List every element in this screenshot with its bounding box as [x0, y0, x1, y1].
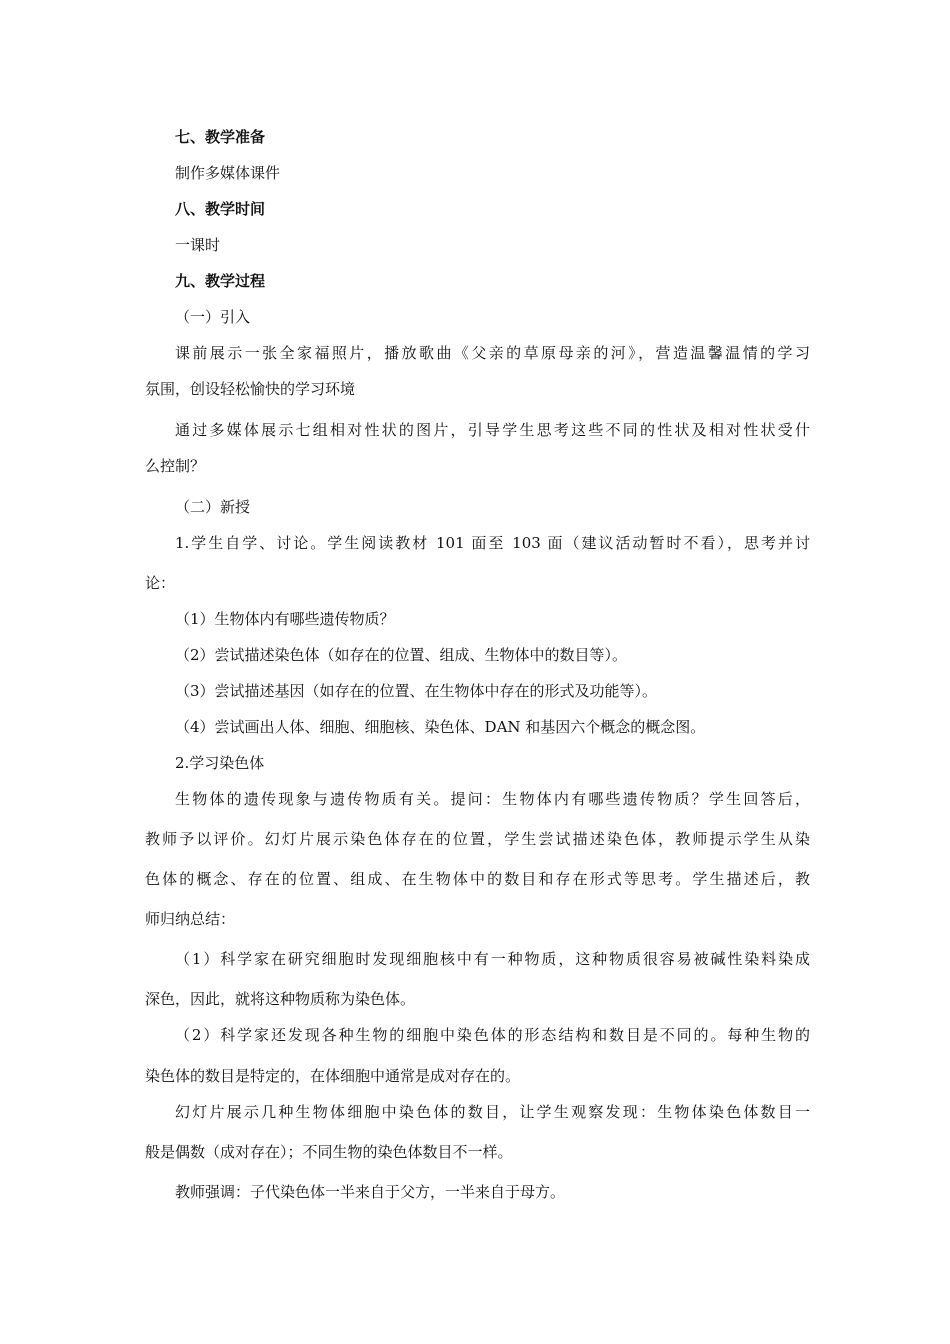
- intro-paragraph-2-line-1: 通过多媒体展示七组相对性状的图片，引导学生思考这些不同的性状及相对性状受什: [175, 421, 810, 439]
- observation-paragraph-line-1: 幻灯片展示几种生物体细胞中染色体的数目，让学生观察发现：生物体染色体数目一: [175, 1103, 810, 1121]
- observation-paragraph-line-2: 般是偶数（成对存在）；不同生物的染色体数目不一样。: [145, 1143, 513, 1161]
- intro-paragraph-1-line-1: 课前展示一张全家福照片，播放歌曲《父亲的草原母亲的河》，营造温馨温情的学习: [175, 344, 810, 362]
- question-1: （1）生物体内有哪些遗传物质？: [175, 610, 395, 628]
- question-3: （3）尝试描述基因（如存在的位置、在生物体中存在的形式及功能等）。: [175, 682, 658, 700]
- conclusion-2-line-1: （2）科学家还发现各种生物的细胞中染色体的形态结构和数目是不同的。每种生物的: [175, 1026, 810, 1044]
- chromosome-paragraph-line-3: 色体的概念、存在的位置、组成、在生物体中的数目和存在形式等思考。学生描述后，教: [145, 870, 810, 888]
- step-1-line-1: 1.学生自学、讨论。学生阅读教材 101 面至 103 面（建议活动暂时不看），思考并讨: [175, 534, 810, 552]
- section-8-text: 一课时: [175, 236, 221, 254]
- question-2: （2）尝试描述染色体（如存在的位置、组成、生物体中的数目等）。: [175, 646, 628, 664]
- conclusion-1-line-2: 深色，因此，就将这种物质称为染色体。: [145, 990, 416, 1008]
- chromosome-paragraph-line-1: 生物体的遗传现象与遗传物质有关。提问：生物体内有哪些遗传物质？学生回答后，: [175, 790, 810, 808]
- section-7-heading: 七、教学准备: [175, 128, 266, 146]
- new-lesson-heading: （二）新授: [175, 498, 251, 516]
- section-8-heading: 八、教学时间: [175, 200, 266, 218]
- intro-paragraph-2-line-2: 么控制？: [145, 457, 206, 475]
- conclusion-2-line-2: 染色体的数目是特定的，在体细胞中通常是成对存在的。: [145, 1067, 521, 1085]
- chromosome-paragraph-line-2: 教师予以评价。幻灯片展示染色体存在的位置，学生尝试描述染色体，教师提示学生从染: [145, 830, 810, 848]
- intro-paragraph-1-line-2: 氛围，创设轻松愉快的学习环境: [145, 380, 356, 398]
- step-1-line-2: 论：: [145, 574, 176, 592]
- conclusion-1-line-1: （1）科学家在研究细胞时发现细胞核中有一种物质，这种物质很容易被碱性染料染成: [175, 950, 810, 968]
- section-7-text: 制作多媒体课件: [175, 164, 281, 182]
- section-9-heading: 九、教学过程: [175, 272, 266, 290]
- question-4: （4）尝试画出人体、细胞、细胞核、染色体、DAN 和基因六个概念的概念图。: [175, 718, 706, 736]
- teacher-emphasis: 教师强调：子代染色体一半来自于父方，一半来自于母方。: [175, 1183, 566, 1201]
- intro-heading: （一）引入: [175, 308, 251, 326]
- chromosome-paragraph-line-4: 师归纳总结：: [145, 910, 236, 928]
- step-2-heading: 2.学习染色体: [175, 754, 265, 772]
